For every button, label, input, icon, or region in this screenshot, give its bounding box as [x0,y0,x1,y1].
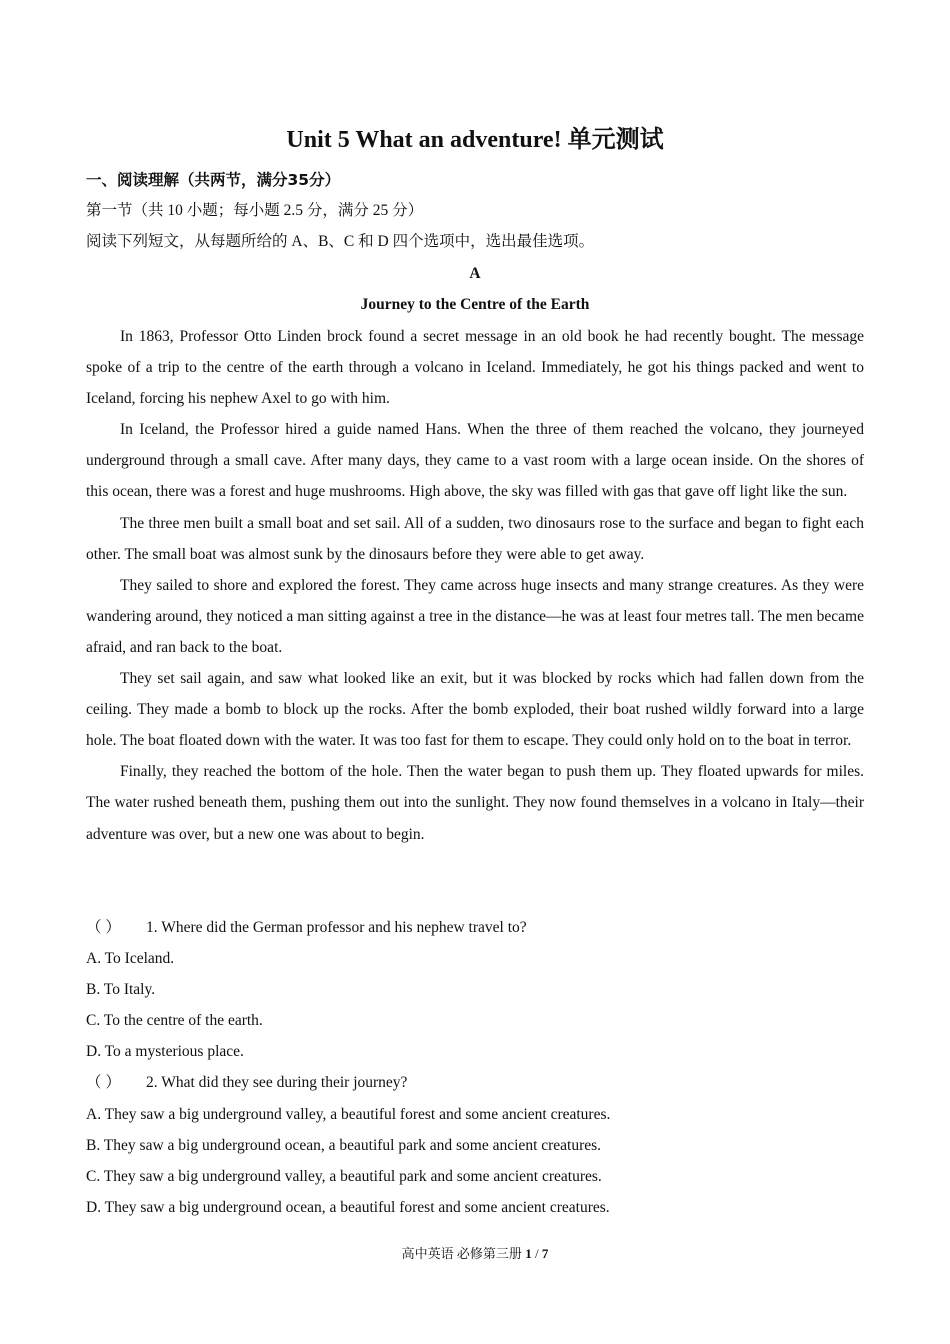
question-1 [86,912,864,943]
option-a: A. They saw a big underground valley, a beautiful forest and some ancient creatures. [86,1105,611,1123]
question-stem: 1. Where did the German professor and his nephew travel to? [146,919,527,936]
option-b: B. They saw a big underground ocean, a beautiful park and some ancient creatures. [86,1136,602,1154]
footer-book-name: 高中英语 必修第三册 [401,1246,522,1261]
passage-paragraph: The three men built a small boat and set sail. All of a sudden, two dinosaurs rose to the surface and began to fight each other. The small boat was almost sunk by the dinosaurs before they were able to get away. [86,514,864,563]
question-2 [86,1067,864,1098]
option-d: D. To a mysterious place. [86,1043,244,1061]
passage-paragraph: They sailed to shore and explored the forest. They came across huge insects and many strange creatures. As they were wandering around, they noticed a man sitting against a tree in the distance—he was at least four metres tall. The men became afraid, and ran back to the boat. [86,576,864,656]
option-c: C. To the centre of the earth. [86,1012,263,1030]
passage-body [86,321,864,850]
option-b: B. To Italy. [86,981,156,999]
option-c: C. They saw a big underground valley, a beautiful park and some ancient creatures. [86,1167,602,1185]
page-number-current: 1 [525,1246,532,1261]
page-title: Unit 5 What an adventure! 单元测试 [286,127,664,153]
passage-label: A [469,265,481,282]
answer-blank[interactable]: （ ） [86,919,121,936]
page-number-separator: / [534,1246,539,1261]
passage-paragraph: They set sail again, and saw what looked like an exit, but it was blocked by rocks which had fallen down from the ceiling. They made a bomb to block up the rocks. After the bomb exploded, their boat rushed wildly forward into a large hole. The boat floated down with the water. It was too fast for them to escape. They could only hold on to the boat in terror. [86,670,864,750]
passage-paragraph: In Iceland, the Professor hired a guide named Hans. When the three of them reached the volcano, they journeyed underground through a small cave. After many days, they came to a vast room with a large ocean inside. On the shores of this ocean, there was a forest and huge mushrooms. High above, the sky was filled with gas that gave off light like the sun. [86,421,864,501]
section-instruction: 阅读下列短文，从每题所给的 A、B、C 和 D 四个选项中，选出最佳选项。 [86,233,595,250]
page-number-total: 7 [541,1246,549,1261]
option-a: A. To Iceland. [86,950,175,968]
question-stem: 2. What did they see during their journey? [146,1074,408,1092]
section-part-info: 第一节（共 10 小题；每小题 2.5 分，满分 25 分） [86,202,424,219]
option-d: D. They saw a big underground ocean, a beautiful forest and some ancient creatures. [86,1198,610,1216]
passage-title: Journey to the Centre of the Earth [360,296,590,313]
question-list [86,912,864,1223]
page-footer [0,1244,950,1264]
passage-paragraph: In 1863, Professor Otto Linden brock found a secret message in an old book he had recently bought. The message spoke of a trip to the centre of the earth through a volcano in Iceland. Immediately, he got his things packed and went to Iceland, forcing his nephew Axel to go with him. [86,328,864,408]
answer-blank[interactable]: （ ） [86,1074,121,1092]
passage-paragraph: Finally, they reached the bottom of the hole. Then the water began to push them up. They floated upwards for miles. The water rushed beneath them, pushing them out into the sunlight. They now found themselves in a volcano in Italy—their adventure was over, but a new one was about to begin. [86,763,864,843]
section-heading: 一、阅读理解（共两节，满分35分） [86,171,341,189]
